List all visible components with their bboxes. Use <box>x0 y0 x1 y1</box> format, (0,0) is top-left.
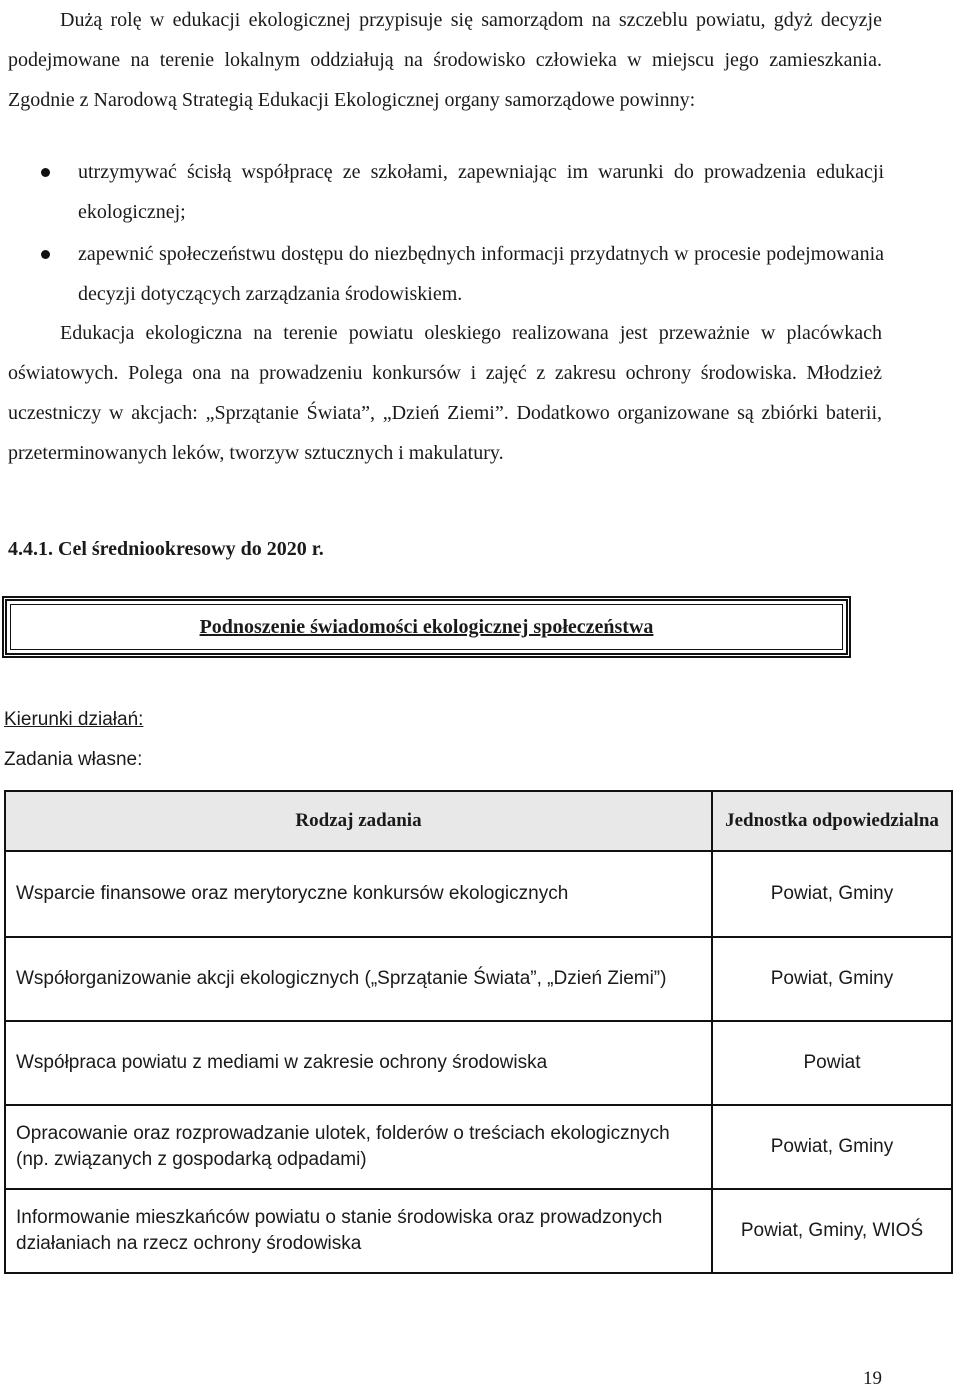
table-row <box>5 937 952 1021</box>
goal-box <box>2 596 851 658</box>
table-row <box>5 1105 952 1189</box>
header-task-type: Rodzaj zadania <box>5 791 712 851</box>
table-header-row <box>5 791 952 851</box>
unit-cell: Powiat, Gminy, WIOŚ <box>712 1189 952 1273</box>
task-cell: Informowanie mieszkańców powiatu o stanie środowiska oraz prowadzonych działaniach na rzecz ochrony środowiska <box>5 1189 712 1273</box>
bullet-icon <box>41 168 50 177</box>
task-cell: Współpraca powiatu z mediami w zakresie ochrony środowiska <box>5 1021 712 1105</box>
table-row <box>5 1021 952 1105</box>
bullet-item <box>0 152 884 232</box>
own-tasks-label: Zadania własne: <box>4 749 143 770</box>
bullet-text: utrzymywać ścisłą współpracę ze szkołami, zapewniając im warunki do prowadzenia edukacji ekologicznej; <box>78 161 884 223</box>
goal-inner-frame <box>10 604 843 650</box>
unit-cell: Powiat, Gminy <box>712 851 952 937</box>
bullet-icon <box>41 250 50 259</box>
task-cell: Współorganizowanie akcji ekologicznych („Sprzątanie Świata”, „Dzień Ziemi”) <box>5 937 712 1021</box>
unit-cell: Powiat <box>712 1021 952 1105</box>
section-heading: 4.4.1. Cel średniookresowy do 2020 r. <box>8 538 324 560</box>
directions-label: Kierunki działań: <box>4 709 144 730</box>
bullet-list <box>0 152 884 316</box>
goal-title: Podnoszenie świadomości ekologicznej społeczeństwa <box>199 615 654 638</box>
table-row <box>5 1189 952 1273</box>
education-paragraph: Edukacja ekologiczna na terenie powiatu oleskiego realizowana jest przeważnie w placówkach oświatowych. Polega ona na prowadzeniu konkursów i zajęć z zakresu ochrony środowiska. Młodzież uczestniczy w akcjach: „Sprzątanie Świata”, „Dzień Ziemi”. Dodatkowo organizowane są zbiórki baterii, przeterminowanych leków, tworzyw sztucznych i makulatury. <box>8 322 882 464</box>
task-cell: Wsparcie finansowe oraz merytoryczne konkursów ekologicznych <box>5 851 712 937</box>
page-number: 19 <box>863 1368 882 1389</box>
unit-cell: Powiat, Gminy <box>712 1105 952 1189</box>
bullet-item <box>0 234 884 314</box>
bullet-text: zapewnić społeczeństwu dostępu do niezbędnych informacji przydatnych w procesie podejmowania decyzji dotyczących zarządzania środowiskiem. <box>78 243 884 305</box>
header-responsible-unit: Jednostka odpowiedzialna <box>712 791 952 851</box>
tasks-table <box>4 790 953 1274</box>
table-row <box>5 851 952 937</box>
intro-paragraph: Dużą rolę w edukacji ekologicznej przypisuje się samorządom na szczeblu powiatu, gdyż decyzje podejmowane na terenie lokalnym oddziałują na środowisko człowieka w miejscu jego zamieszkania. Zgodnie z Narodową Strategią Edukacji Ekologicznej organy samorządowe powinny: <box>8 9 882 111</box>
unit-cell: Powiat, Gminy <box>712 937 952 1021</box>
task-cell: Opracowanie oraz rozprowadzanie ulotek, folderów o treściach ekologicznych (np. związanych z gospodarką odpadami) <box>5 1105 712 1189</box>
